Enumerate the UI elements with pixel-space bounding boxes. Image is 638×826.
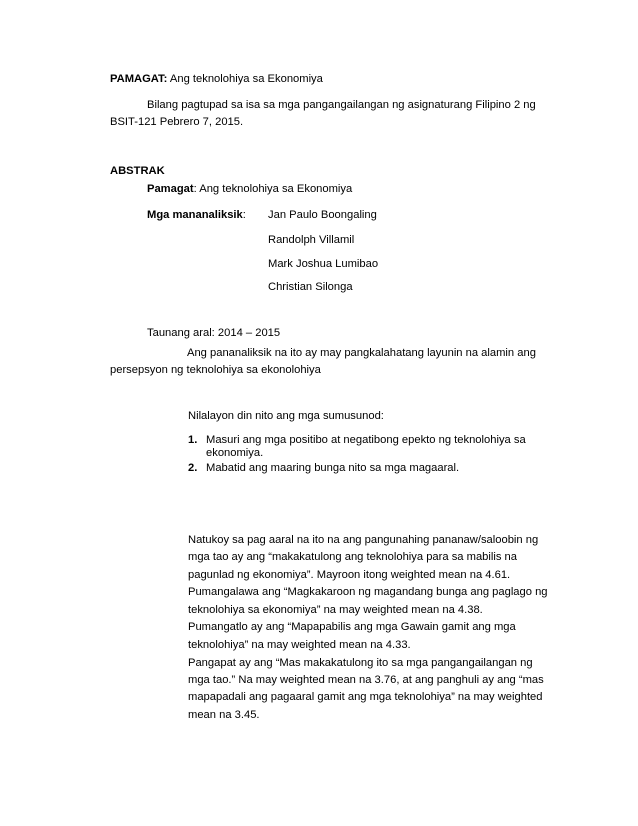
researcher-name: Jan Paulo Boongaling	[268, 209, 377, 221]
objective-text-line-2: ekonomiya.	[206, 447, 264, 459]
findings-line: mga tao ay ang “makakatulong ang teknolohiya para sa mabilis na	[188, 551, 517, 563]
researcher-name: Randolph Villamil	[268, 234, 355, 246]
researchers-label: Mga mananaliksik	[147, 209, 243, 221]
purpose-line-1: Ang pananaliksik na ito ay may pangkalahatang layunin na alamin ang	[187, 347, 536, 359]
researcher-name: Mark Joshua Lumibao	[268, 258, 379, 270]
objective-number: 2.	[188, 462, 198, 474]
findings-line: Pumangalawa ang “Magkakaroon ng magandang bunga ang paglago ng	[188, 586, 548, 598]
abstract-title-label: Pamagat	[147, 183, 194, 195]
findings-line: mapapadali ang pagaaral gamit ang mga teknolohiya” na may weighted	[188, 691, 543, 703]
findings-line: Pumangatlo ay ang “Mapapabilis ang mga Gawain gamit ang mga	[188, 621, 516, 633]
objective-text-line-1: Masuri ang mga positibo at negatibong epekto ng teknolohiya sa	[206, 434, 526, 446]
findings-line: teknolohiya sa ekonomiya” na may weighted mean na 4.38.	[188, 604, 483, 616]
purpose-line-2: persepsyon ng teknolohiya sa ekonolohiya	[110, 364, 321, 376]
findings-line: Pangapat ay ang “Mas makakatulong ito sa mga pangangailangan ng	[188, 657, 533, 669]
findings-line: Natukoy sa pag aaral na ito na ang pangunahing pananaw/saloobin ng	[188, 534, 539, 546]
school-year: Taunang aral: 2014 – 2015	[147, 327, 281, 339]
objective-text-line-1: Mabatid ang maaring bunga nito sa mga magaaral.	[206, 462, 460, 474]
researchers-label-line	[147, 208, 246, 222]
subtitle-line-2: BSIT-121 Pebrero 7, 2015.	[110, 116, 244, 128]
objective-number: 1.	[188, 434, 198, 446]
title-label: PAMAGAT:	[110, 73, 168, 85]
subtitle-line-1: Bilang pagtupad sa isa sa mga pangangailangan ng asignaturang Filipino 2 ng	[147, 99, 536, 111]
findings-line: mga tao.” Na may weighted mean na 3.76, at ang panghuli ay ang “mas	[188, 674, 544, 686]
abstract-title-value: : Ang teknolohiya sa Ekonomiya	[193, 183, 353, 195]
researcher-name: Christian Silonga	[268, 281, 353, 293]
researchers-colon: :	[242, 209, 246, 221]
abstract-title-line	[147, 182, 352, 196]
title-value: Ang teknolohiya sa Ekonomiya	[169, 73, 323, 85]
findings-line: pagunlad ng ekonomiya”. Mayroon itong weighted mean na 4.61.	[188, 569, 511, 581]
title-line	[110, 72, 323, 86]
findings-line: mean na 3.45.	[188, 709, 260, 721]
objectives-intro: Nilalayon din nito ang mga sumusunod:	[188, 410, 384, 422]
abstract-heading: ABSTRAK	[110, 165, 165, 177]
findings-line: teknolohiya” na may weighted mean na 4.33.	[188, 639, 411, 651]
